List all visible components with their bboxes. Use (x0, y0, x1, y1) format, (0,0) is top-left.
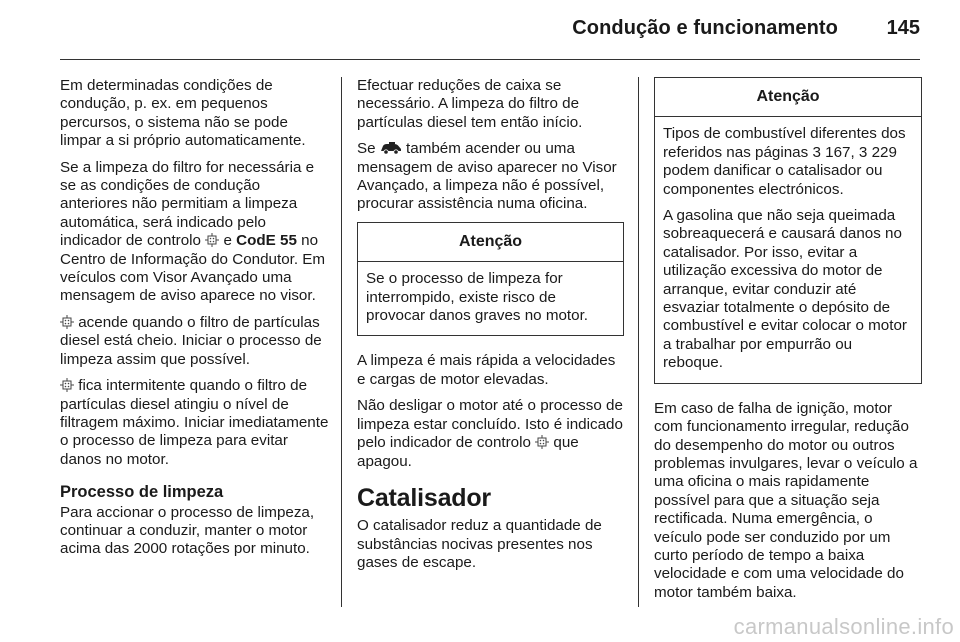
diesel-particle-filter-icon (60, 315, 74, 329)
paragraph: Para accionar o processo de limpeza, continuar a conduzir, manter o motor acima das 2000 rotações por minuto. (60, 503, 315, 558)
column-1 (60, 77, 330, 567)
warning-box (357, 222, 624, 337)
column-divider-1 (341, 77, 342, 607)
page-number: 145 (886, 17, 920, 39)
warning-text: Se o processo de limpeza for interrompido, existe risco de provocar danos graves no motor. (366, 270, 589, 325)
page-reference: 3 167, (812, 143, 855, 161)
warning-text: A gasolina que não seja queimada sobreaquecerá e causará danos no catalisador. Por isso, evitar a utilização excessiva do motor de arranque, evitar conduzir até esvaziar totalmente o depósito de combustível e evitar colocar o motor a trabalhar por empurrão ou reboque. (663, 207, 907, 372)
page-header (0, 0, 960, 62)
page-title: Condução e funcionamento (572, 17, 838, 39)
section-title: Catalisador (357, 483, 491, 512)
paragraph: O catalisador reduz a quantidade de substâncias nocivas presentes nos gases de escape. (357, 517, 602, 572)
paragraph: A limpeza é mais rápida a velocidades e cargas de motor elevadas. (357, 352, 616, 388)
paragraph: Se também acender ou uma mensagem de aviso aparecer no Visor Avançado, a limpeza não é possível, procurar assistência numa oficina. (357, 140, 617, 213)
subheading: Processo de limpeza (60, 483, 224, 502)
paragraph: Efectuar reduções de caixa se necessário. A limpeza do filtro de partículas diesel tem então início. (357, 77, 583, 131)
page-reference: 3 229 (858, 143, 897, 161)
diesel-particle-filter-icon (205, 233, 219, 247)
paragraph: fica intermitente quando o filtro de partículas diesel atingiu o nível de filtragem máximo. Iniciar imediatamente o processo de limpeza para evitar danos no motor. (60, 377, 329, 468)
paragraph: Não desligar o motor até o processo de limpeza estar concluído. Isto é indicado pelo indicador de controlo que apagou. (357, 397, 623, 470)
paragraph: Em caso de falha de ignição, motor com funcionamento irregular, redução do desempenho do motor ou outros problemas invulgares, levar o veículo a uma oficina o mais rapidamente possível para que a situação seja rectificada. Numa emergência, o veículo pode ser conduzido por um curto período de tempo a baixa velocidade e com uma velocidade do motor também baixa. (654, 399, 918, 601)
watermark: carmanualsonline.info (733, 614, 954, 639)
header-divider (60, 59, 920, 60)
diesel-particle-filter-icon (60, 378, 74, 392)
warning-text: Tipos de combustível diferentes dos referidos nas páginas 3 167, 3 229 podem danificar o catalisador ou componentes electrónicos. (663, 125, 906, 198)
paragraph: Se a limpeza do filtro for necessária e se as condições de condução anteriores não permitiam a limpeza automática, será indicado pelo indicador de controlo e CodE 55 no Centro de Informação do Condutor. Em veículos com Visor Avançado uma mensagem de aviso aparece no visor. (60, 158, 326, 305)
warning-title: Atenção (655, 78, 921, 117)
paragraph: Em determinadas condições de condução, p. ex. em pequenos percursos, o sistema não se pode limpar a si próprio automaticamente. (60, 77, 306, 150)
code-label: CodE 55 (236, 232, 297, 250)
service-car-icon (380, 141, 402, 155)
column-divider-2 (638, 77, 639, 607)
diesel-particle-filter-icon (535, 435, 549, 449)
warning-title: Atenção (358, 223, 623, 262)
warning-box (654, 77, 922, 384)
paragraph: acende quando o filtro de partículas diesel está cheio. Iniciar o processo de limpeza assim que possível. (60, 313, 322, 368)
column-2 (357, 77, 624, 581)
column-3 (654, 77, 922, 610)
